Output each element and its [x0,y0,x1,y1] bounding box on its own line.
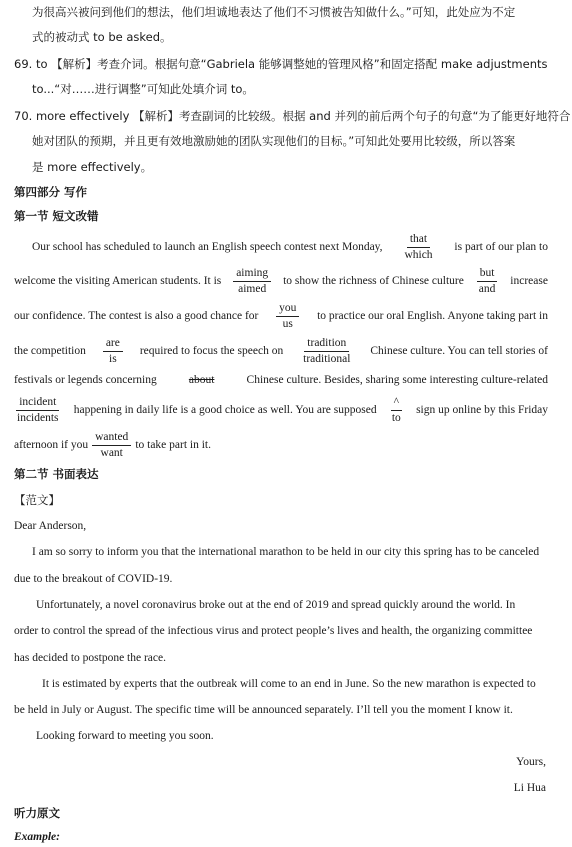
correction-text: Our school has scheduled to launch an English speech contest next Monday, [32,241,383,253]
q69-line1: 69. to 【解析】考查介词。根据句意“Gabriela 能够调整她的管理风格”和固定搭配 make adjustments [14,57,548,71]
correction-old: is [109,352,117,365]
letter-greeting: Dear Anderson, [14,520,87,532]
correction-old: aimed [238,282,267,295]
correction-line2 [14,266,548,296]
q68-line2: 式的被动式 to be asked。 [32,30,172,44]
letter-p2-line3: has decided to postpone the race. [14,652,166,664]
correction-text: to show the richness of Chinese culture [283,275,464,287]
correction-old: incidents [17,411,59,424]
letter-text: It is estimated by experts that the outbreak will come to an end in June. So the new marathon is expected to [42,678,536,690]
letter-p3-line2 [14,702,548,718]
correction-text: increase [510,275,548,287]
correction-old: and [478,282,496,295]
correction-mark [14,396,62,425]
sample-label: 【范文】 [14,493,60,507]
q70-line2: 她对团队的预期，并且更有效地激励她的团队实现他们的目标。”可知此处要用比较级，所以答案 [32,134,516,148]
correction-old: traditional [303,352,351,365]
correction-line3 [14,301,548,331]
letter-p4: Looking forward to meeting you soon. [36,730,214,742]
correction-text: required to focus the speech on [139,345,284,357]
correction-mark [401,233,435,262]
correction-text: the competition [14,345,86,357]
q70-line1: 70. more effectively 【解析】考查副词的比较级。根据 and 并列的前后两个句子的句意“为了能更好地符合 [14,109,571,123]
correction-old: us [282,317,293,330]
correction-mark [233,267,271,296]
correction-mark [300,337,353,366]
listening-example: Example: [14,831,60,843]
correction-new: but [477,267,498,282]
correction-old: want [100,446,123,459]
letter-closing: Yours, [516,756,546,768]
insertion-mark [389,396,404,425]
correction-new: wanted [92,431,131,446]
section2-heading: 第二节 书面表达 [14,467,99,481]
correction-text: is part of our plan to [454,241,548,253]
caret-icon: ^ [391,396,402,411]
correction-line4 [14,336,548,366]
letter-text: I am so sorry to inform you that the international marathon to be held in our city this spring has to be canceled [32,546,540,558]
correction-new: you [276,302,299,317]
correction-text: to practice our oral English. Anyone taking part in [317,310,548,322]
part4-heading: 第四部分 写作 [14,185,88,199]
letter-p3-line1 [42,676,548,692]
q69-line2: to...“对……进行调整”可知此处填介词 to。 [32,82,254,96]
correction-line7 [14,430,211,460]
letter-p1-line1 [32,544,548,560]
correction-new: that [407,233,430,248]
correction-text: Chinese culture. Besides, sharing some interesting culture-related [246,374,548,386]
correction-text: sign up online by this Friday [416,404,548,416]
correction-old: which [404,248,433,261]
letter-p1-line2: due to the breakout of COVID-19. [14,573,173,585]
correction-new: aiming [233,267,271,282]
correction-line1 [32,232,548,262]
letter-text: Unfortunately, a novel coronavirus broke out at the end of 2019 and spread quickly around the world. In [36,599,516,611]
listening-heading: 听力原文 [14,806,60,820]
correction-text: our confidence. The contest is also a good chance for [14,310,259,322]
correction-text: to take part in it. [135,439,212,451]
correction-mark [92,431,131,460]
correction-text: festivals or legends concerning [14,374,157,386]
correction-mark [276,302,299,331]
correction-mark [476,267,499,296]
correction-text: welcome the visiting American students. It is [14,275,222,287]
correction-new: tradition [304,337,349,352]
letter-text: be held in July or August. The specific time will be announced separately. I’ll tell you the moment I know it. [14,704,513,716]
letter-p2-line2 [14,623,548,639]
correction-new: are [103,337,123,352]
letter-p2-line1 [36,597,548,613]
section1-heading: 第一节 短文改错 [14,209,99,223]
correction-mark [103,337,123,366]
q70-line3: 是 more effectively。 [32,160,153,174]
q68-line1: 为很高兴被问到他们的想法，他们坦诚地表达了他们不习惯被告知做什么。”可知，此处应为不定 [32,5,516,19]
correction-line6 [14,395,548,425]
deleted-word: about [188,374,215,386]
correction-old: to [391,411,401,424]
letter-text: order to control the spread of the infectious virus and protect people’s lives and health, the organizing committee [14,625,533,637]
correction-new: incident [16,396,59,411]
correction-line5 [14,372,548,388]
correction-text: afternoon if you [14,439,89,451]
letter-signature: Li Hua [513,782,546,794]
correction-text: Chinese culture. You can tell stories of [370,345,548,357]
correction-text: happening in daily life is a good choice as well. You are supposed [73,404,377,416]
